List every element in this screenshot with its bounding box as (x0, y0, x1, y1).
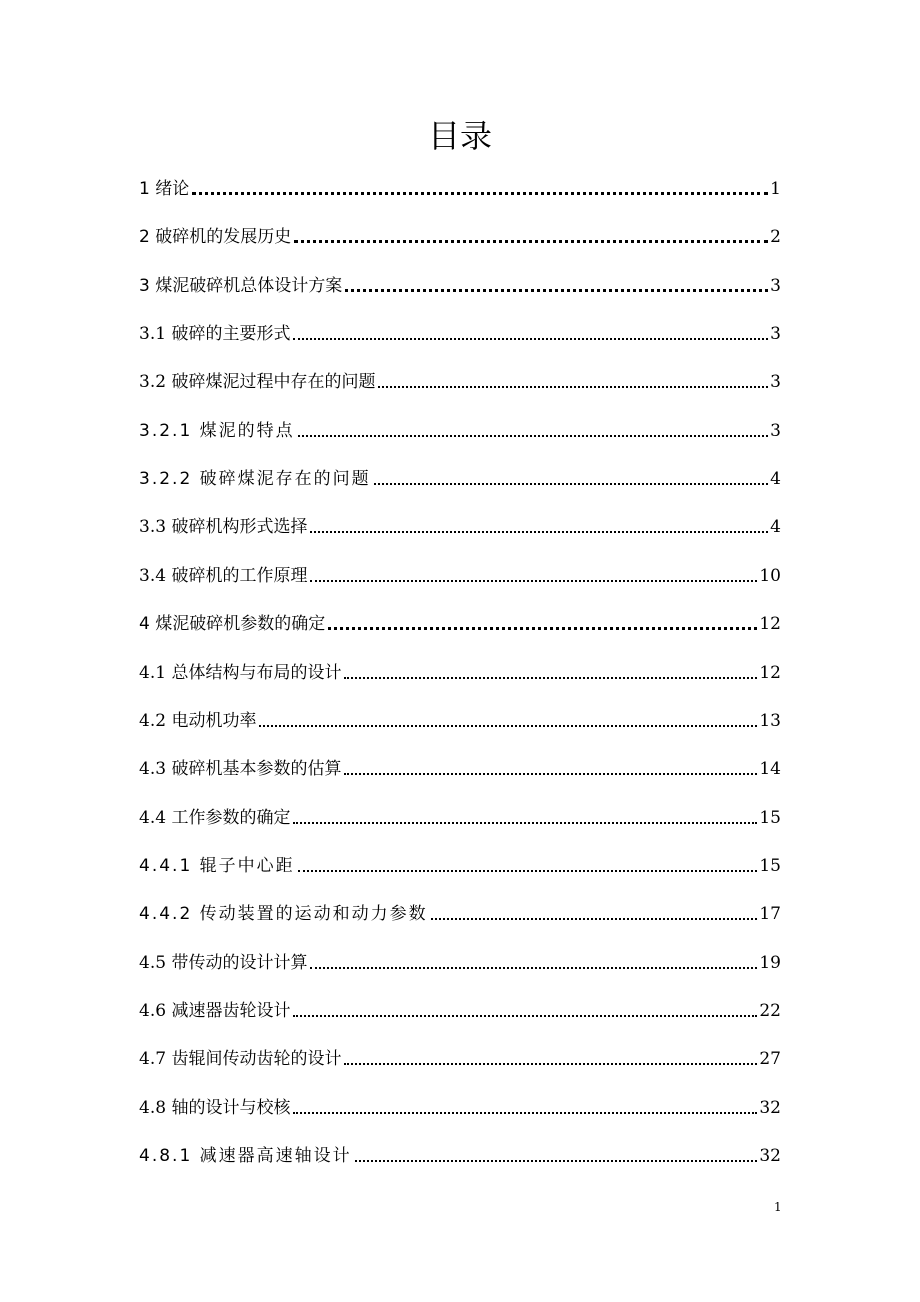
toc-entry-label: 4.2 电动机功率 (139, 711, 257, 731)
toc-entry[interactable] (139, 1087, 781, 1119)
toc-entry[interactable] (139, 990, 781, 1022)
toc-dot-leader (310, 579, 757, 582)
toc-entry-label: 4.7 齿辊间传动齿轮的设计 (139, 1049, 342, 1069)
toc-entry-label: 4.3 破碎机基本参数的估算 (139, 759, 342, 779)
document-title: 目录 (427, 117, 492, 155)
toc-entry-page: 15 (759, 856, 781, 876)
toc-entry-page: 32 (759, 1146, 781, 1166)
toc-entry-label: 4.8.1 减速器高速轴设计 (139, 1146, 352, 1166)
toc-entry-label: 1 绪论 (139, 179, 190, 199)
page-number: 1 (774, 1200, 782, 1214)
toc-entry-page: 1 (770, 179, 781, 199)
toc-dot-leader (293, 821, 757, 824)
toc-entry-label: 3.2.2 破碎煤泥存在的问题 (139, 469, 371, 489)
toc-entry[interactable] (139, 1135, 781, 1167)
toc-dot-leader (310, 966, 757, 969)
toc-dot-leader (431, 917, 758, 920)
toc-entry[interactable] (139, 265, 781, 297)
toc-entry-label: 3.3 破碎机构形式选择 (139, 517, 308, 537)
toc-entry-page: 3 (770, 276, 781, 296)
toc-entry[interactable] (139, 700, 781, 732)
toc-entry-page: 10 (759, 566, 781, 586)
toc-entry-page: 14 (759, 759, 781, 779)
toc-dot-leader (345, 288, 768, 292)
toc-dot-leader (378, 385, 768, 388)
toc-entry-page: 2 (770, 227, 781, 247)
toc-entry-label: 2 破碎机的发展历史 (139, 227, 292, 247)
toc-entry-label: 4.4.2 传动装置的运动和动力参数 (139, 904, 428, 924)
toc-entry[interactable] (139, 168, 781, 200)
toc-entry[interactable] (139, 555, 781, 587)
toc-entry-page: 3 (770, 372, 781, 392)
toc-dot-leader (298, 434, 769, 437)
toc-entry-page: 32 (759, 1098, 781, 1118)
toc-entry-page: 27 (759, 1049, 781, 1069)
toc-entry-page: 22 (759, 1001, 781, 1021)
toc-entry-label: 4.8 轴的设计与校核 (139, 1098, 291, 1118)
toc-dot-leader (344, 676, 757, 679)
toc-dot-leader (298, 869, 758, 872)
toc-entry[interactable] (139, 603, 781, 635)
toc-entry-page: 15 (759, 808, 781, 828)
toc-entry[interactable] (139, 748, 781, 780)
toc-entry[interactable] (139, 652, 781, 684)
toc-entry[interactable] (139, 361, 781, 393)
toc-entry[interactable] (139, 458, 781, 490)
toc-entry[interactable] (139, 942, 781, 974)
toc-dot-leader (293, 337, 768, 340)
toc-entry-label: 4.6 减速器齿轮设计 (139, 1001, 291, 1021)
toc-entry-page: 17 (759, 904, 781, 924)
toc-entry[interactable] (139, 313, 781, 345)
toc-entry-label: 4.4.1 辊子中心距 (139, 856, 295, 876)
toc-entry-page: 12 (759, 663, 781, 683)
toc-entry-page: 13 (759, 711, 781, 731)
toc-entry-page: 12 (759, 614, 781, 634)
toc-entry-label: 4.4 工作参数的确定 (139, 808, 291, 828)
toc-entry-label: 4.5 带传动的设计计算 (139, 953, 308, 973)
toc-dot-leader (374, 482, 769, 485)
toc-entry[interactable] (139, 797, 781, 829)
toc-dot-leader (294, 239, 768, 243)
toc-entry-page: 19 (759, 953, 781, 973)
toc-dot-leader (259, 724, 757, 727)
toc-entry[interactable] (139, 506, 781, 538)
toc-dot-leader (293, 1014, 757, 1017)
toc-entry-label: 3.2.1 煤泥的特点 (139, 421, 295, 441)
toc-entry-label: 4 煤泥破碎机参数的确定 (139, 614, 326, 634)
toc-entry-label: 4.1 总体结构与布局的设计 (139, 663, 342, 683)
toc-dot-leader (310, 530, 768, 533)
toc-entry-page: 4 (770, 469, 781, 489)
toc-entry-label: 3.4 破碎机的工作原理 (139, 566, 308, 586)
toc-dot-leader (328, 626, 757, 630)
toc-entry-page: 3 (770, 324, 781, 344)
toc-entry[interactable] (139, 1038, 781, 1070)
toc-dot-leader (355, 1159, 758, 1162)
toc-dot-leader (344, 772, 757, 775)
toc-entry[interactable] (139, 216, 781, 248)
toc-dot-leader (293, 1111, 757, 1114)
toc-entry[interactable] (139, 893, 781, 925)
toc-entry-label: 3.2 破碎煤泥过程中存在的问题 (139, 372, 376, 392)
toc-entry-label: 3 煤泥破碎机总体设计方案 (139, 276, 343, 296)
toc-entry-page: 3 (770, 421, 781, 441)
toc-dot-leader (192, 191, 768, 195)
toc-entry[interactable] (139, 410, 781, 442)
toc-entry-page: 4 (770, 517, 781, 537)
toc-entry[interactable] (139, 845, 781, 877)
toc-dot-leader (344, 1062, 757, 1065)
toc-entry-label: 3.1 破碎的主要形式 (139, 324, 291, 344)
